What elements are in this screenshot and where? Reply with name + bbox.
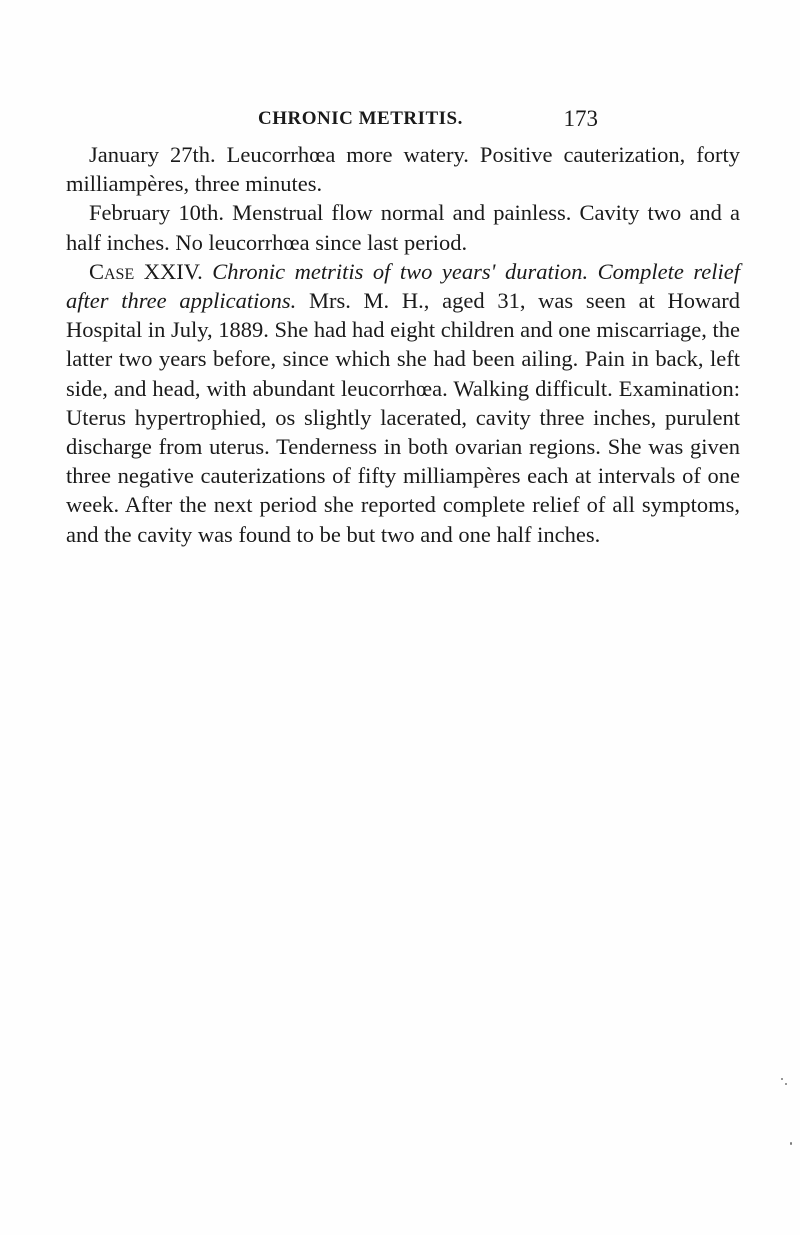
case-label: Case XXIV. xyxy=(89,258,203,284)
paragraph-january-27: January 27th. Leucorrhœa more watery. Positive cauterization, forty milliampères, three minutes. xyxy=(66,142,740,197)
case-title: Chronic metritis of two years' duration. Complete relief after three applications. xyxy=(66,258,740,314)
body-text xyxy=(66,140,740,549)
paragraph-february-10: February 10th. Menstrual flow normal and painless. Cavity two and a half inches. No leucorrhœa since last period. xyxy=(66,200,740,255)
paper-speck xyxy=(781,1078,783,1080)
running-head xyxy=(258,108,598,138)
paper-speck xyxy=(785,1083,787,1085)
running-title: CHRONIC METRITIS. xyxy=(258,108,463,129)
case-body: Mrs. M. H., aged 31, was seen at Howard Hospital in July, 1889. She had had eight children and one miscarriage, the latter two years before, since which she had been ailing. Pain in back, left side, and head, with abundant leucorrhœa. Walking difficult. Examination: Uterus hypertrophied, os slightly lacerated, cavity three inches, purulent discharge from uterus. Tenderness in both ovarian regions. She was given three negative cauterizations of fifty milliampères each at intervals of one week. After the next period she reported complete relief of all symptoms, and the cavity was found to be but two and one half inches. xyxy=(66,288,741,547)
paragraph-case-xxiv xyxy=(66,257,740,549)
paper-speck xyxy=(790,1142,792,1145)
page-number: 173 xyxy=(563,106,598,131)
